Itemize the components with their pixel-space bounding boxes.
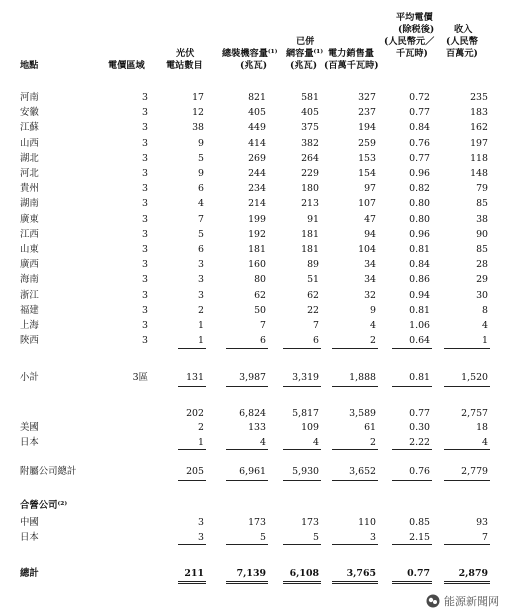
table-row-china-5-grid: 229 xyxy=(301,168,319,179)
table-row-china-5-region: 河北 xyxy=(20,168,39,179)
table-row-china-11-region: 廣西 xyxy=(20,259,39,271)
rule-subtotal-sales xyxy=(332,386,378,387)
table-row-china-7-area: 3 xyxy=(142,198,148,210)
table-row-china-1-rev: 183 xyxy=(470,107,488,119)
table-row-china-8-pv: 7 xyxy=(198,213,204,225)
table-row-china-10-area: 3 xyxy=(142,244,148,255)
table-row-overseas-1-pv: 1 xyxy=(198,437,204,448)
table-row-china-13-pv: 3 xyxy=(198,289,204,301)
table-row-jv-1-price: 2.15 xyxy=(409,532,430,543)
table-row-china-2-cap: 449 xyxy=(248,122,266,134)
table-row-china-2-sales: 194 xyxy=(358,122,376,134)
table-row-china-8-area: 3 xyxy=(142,213,148,225)
table-row-china-0-cap: 821 xyxy=(248,92,266,103)
header-revenue-line3: 百萬元) xyxy=(446,48,478,59)
table-row-grand-total-price: 0.77 xyxy=(407,568,430,579)
table-row-china-16-region: 陝西 xyxy=(20,335,39,347)
table-row-china-13-price: 0.94 xyxy=(409,289,430,301)
table-row-china-8-grid: 91 xyxy=(307,213,319,225)
rule-subsidiary-pv xyxy=(178,480,206,481)
table-row-overseas-1-grid: 4 xyxy=(313,437,319,448)
table-row-overseas-total-price: 0.77 xyxy=(409,408,430,419)
rule-subtotal-cap xyxy=(226,386,268,387)
table-row-subtotal-rev: 1,520 xyxy=(461,372,488,383)
table-row-china-9-rev: 90 xyxy=(476,228,488,240)
table-row-china-9-pv: 5 xyxy=(198,228,204,240)
table-row-china-2-pv: 38 xyxy=(192,122,204,134)
table-row-china-13-area: 3 xyxy=(142,289,148,301)
watermark xyxy=(426,593,499,609)
table-row-china-5-sales: 154 xyxy=(358,168,376,179)
table-row-jv-0-pv: 3 xyxy=(198,517,204,528)
header-price-line2: (除税後) xyxy=(398,24,435,35)
table-row-china-1-price: 0.77 xyxy=(409,107,430,119)
table-row-china-4-region: 湖北 xyxy=(20,152,39,164)
table-row-subsidiary-total-cap: 6,961 xyxy=(239,466,266,477)
table-row-overseas-1-rev: 4 xyxy=(482,437,488,448)
table-row-china-12-area: 3 xyxy=(142,274,148,286)
table-row-china-13-grid: 62 xyxy=(307,289,319,301)
table-row-china-15-area: 3 xyxy=(142,320,148,331)
table-row-china-11-sales: 34 xyxy=(364,259,376,271)
table-row-china-2-price: 0.84 xyxy=(409,122,430,134)
table-row-jv-1-cap: 5 xyxy=(260,532,266,543)
header-price-line1: 平均電價 xyxy=(396,12,433,23)
table-row-china-0-area: 3 xyxy=(142,92,148,103)
table-row-subtotal-grid: 3,319 xyxy=(292,372,319,383)
table-row-overseas-0-price: 0.30 xyxy=(409,422,430,433)
header-price-line4: 千瓦時) xyxy=(396,48,428,59)
table-row-overseas-total-pv: 202 xyxy=(186,408,204,419)
header-region: 地點 xyxy=(20,60,39,71)
table-row-china-16-pv: 1 xyxy=(198,335,204,347)
table-row-china-11-rev: 28 xyxy=(476,259,488,271)
table-row-china-16-grid: 6 xyxy=(313,335,319,347)
table-row-china-14-sales: 9 xyxy=(370,304,376,316)
table-row-china-10-grid: 181 xyxy=(301,244,319,255)
table-row-overseas-0-pv: 2 xyxy=(198,422,204,433)
table-row-china-15-grid: 7 xyxy=(313,320,319,331)
table-row-china-5-pv: 9 xyxy=(198,168,204,179)
table-row-china-11-grid: 89 xyxy=(307,259,319,271)
table-row-china-9-sales: 94 xyxy=(364,228,376,240)
table-row-overseas-0-cap: 133 xyxy=(248,422,266,433)
table-row-subtotal-pv: 131 xyxy=(186,372,204,383)
rule-china-price xyxy=(392,348,432,349)
table-row-china-9-price: 0.96 xyxy=(409,228,430,240)
table-row-china-6-region: 貴州 xyxy=(20,183,39,195)
table-row-jv-0-price: 0.85 xyxy=(409,517,430,528)
table-row-china-11-pv: 3 xyxy=(198,259,204,271)
table-row-china-13-cap: 62 xyxy=(254,289,266,301)
table-row-china-3-rev: 197 xyxy=(470,137,488,149)
table-row-china-2-area: 3 xyxy=(142,122,148,134)
table-row-china-13-region: 浙江 xyxy=(20,289,39,301)
table-row-overseas-total-cap: 6,824 xyxy=(239,408,266,419)
rule-subtotal-price xyxy=(392,386,432,387)
table-row-china-8-price: 0.80 xyxy=(409,213,430,225)
table-row-china-3-cap: 414 xyxy=(248,137,266,149)
table-row-china-3-region: 山西 xyxy=(20,137,39,149)
table-row-jv-1-pv: 3 xyxy=(198,532,204,543)
table-row-china-16-sales: 2 xyxy=(370,335,376,347)
rule-jv-pv xyxy=(178,544,206,545)
table-row-china-5-price: 0.96 xyxy=(409,168,430,179)
header-capacity-line2: (兆瓦) xyxy=(240,60,268,71)
rule-china-grid xyxy=(283,348,321,349)
table-row-china-0-price: 0.72 xyxy=(409,92,430,103)
table-row-china-3-pv: 9 xyxy=(198,137,204,149)
table-row-china-4-cap: 269 xyxy=(248,152,266,164)
rule-grand-total-grid xyxy=(283,581,321,584)
table-row-china-15-sales: 4 xyxy=(370,320,376,331)
table-row-china-7-pv: 4 xyxy=(198,198,204,210)
table-row-china-14-area: 3 xyxy=(142,304,148,316)
table-row-china-0-grid: 581 xyxy=(301,92,319,103)
rule-china-sales xyxy=(332,348,378,349)
table-row-china-14-region: 福建 xyxy=(20,304,39,316)
rule-subsidiary-sales xyxy=(332,480,378,481)
table-row-subsidiary-total-grid: 5,930 xyxy=(292,466,319,477)
table-row-china-3-area: 3 xyxy=(142,137,148,149)
table-row-china-4-pv: 5 xyxy=(198,152,204,164)
table-row-overseas-1-region: 日本 xyxy=(20,437,39,448)
table-row-overseas-0-region: 美國 xyxy=(20,422,39,433)
table-row-china-9-grid: 181 xyxy=(301,228,319,240)
table-row-subsidiary-total-sales: 3,652 xyxy=(349,466,376,477)
table-row-overseas-0-rev: 18 xyxy=(476,422,488,433)
table-row-china-1-area: 3 xyxy=(142,107,148,119)
rule-subtotal-rev xyxy=(444,386,490,387)
table-row-china-6-area: 3 xyxy=(142,183,148,195)
header-sales-line2: (百萬千瓦時) xyxy=(324,60,379,71)
table-row-china-8-region: 廣東 xyxy=(20,213,39,225)
table-row-china-2-region: 江蘇 xyxy=(20,122,39,134)
table-row-china-10-region: 山東 xyxy=(20,244,39,255)
table-row-grand-total-region: 總計 xyxy=(20,568,39,579)
table-row-china-6-cap: 234 xyxy=(248,183,266,195)
table-row-china-7-rev: 85 xyxy=(476,198,488,210)
table-row-grand-total-cap: 7,139 xyxy=(236,568,266,579)
table-row-china-11-area: 3 xyxy=(142,259,148,271)
table-row-china-11-cap: 160 xyxy=(248,259,266,271)
table-row-jv-0-region: 中國 xyxy=(20,517,39,528)
table-row-subtotal-cap: 3,987 xyxy=(239,372,266,383)
table-row-china-12-sales: 34 xyxy=(364,274,376,286)
table-row-china-4-area: 3 xyxy=(142,152,148,164)
table-row-china-10-pv: 6 xyxy=(198,244,204,255)
header-revenue-line2: (人民幣 xyxy=(446,36,478,47)
table-row-china-13-sales: 32 xyxy=(364,289,376,301)
table-row-china-10-price: 0.81 xyxy=(409,244,430,255)
table-row-china-7-price: 0.80 xyxy=(409,198,430,210)
rule-subtotal-grid xyxy=(283,386,321,387)
rule-subsidiary-price xyxy=(392,480,432,481)
table-row-grand-total-sales: 3,765 xyxy=(346,568,376,579)
table-row-china-3-grid: 382 xyxy=(301,137,319,149)
table-row-china-10-cap: 181 xyxy=(248,244,266,255)
table-row-subsidiary-total-pv: 205 xyxy=(186,466,204,477)
table-row-china-10-rev: 85 xyxy=(476,244,488,255)
table-row-subtotal-area: 3區 xyxy=(132,372,148,383)
table-row-overseas-1-cap: 4 xyxy=(260,437,266,448)
table-row-jv-0-cap: 173 xyxy=(248,517,266,528)
table-row-china-8-cap: 199 xyxy=(248,213,266,225)
table-row-china-6-pv: 6 xyxy=(198,183,204,195)
table-row-china-0-pv: 17 xyxy=(192,92,204,103)
header-grid-area: 電價區域 xyxy=(108,60,145,71)
table-row-china-0-rev: 235 xyxy=(470,92,488,103)
header-revenue-line1: 收入 xyxy=(454,24,473,35)
rule-grand-total-price xyxy=(392,581,432,584)
header-capacity-line1: 總裝機容量⁽¹⁾ xyxy=(222,48,278,59)
table-row-china-1-sales: 237 xyxy=(358,107,376,119)
table-row-china-15-price: 1.06 xyxy=(409,320,430,331)
table-row-overseas-total-grid: 5,817 xyxy=(292,408,319,419)
rule-subsidiary-cap xyxy=(226,480,268,481)
table-row-china-16-area: 3 xyxy=(142,335,148,347)
table-row-china-4-rev: 118 xyxy=(470,152,488,164)
table-row-china-5-cap: 244 xyxy=(248,168,266,179)
table-row-grand-total-pv: 211 xyxy=(184,568,204,579)
table-row-china-2-grid: 375 xyxy=(301,122,319,134)
table-row-china-7-region: 湖南 xyxy=(20,198,39,210)
table-row-china-4-price: 0.77 xyxy=(409,152,430,164)
table-row-china-1-region: 安徽 xyxy=(20,107,39,119)
rule-grand-total-pv xyxy=(178,581,206,584)
rule-subsidiary-grid xyxy=(283,480,321,481)
table-row-overseas-1-sales: 2 xyxy=(370,437,376,448)
table-row-jv-1-rev: 7 xyxy=(482,532,488,543)
rule-overseas-sales xyxy=(332,449,378,450)
table-row-china-14-price: 0.81 xyxy=(409,304,430,316)
table-row-overseas-1-price: 2.22 xyxy=(409,437,430,448)
rule-overseas-cap xyxy=(226,449,268,450)
table-row-subsidiary-total-rev: 2,779 xyxy=(461,466,488,477)
watermark-text: 能源新聞网 xyxy=(444,595,499,608)
table-row-china-9-cap: 192 xyxy=(248,228,266,240)
table-row-overseas-0-grid: 109 xyxy=(301,422,319,433)
rule-overseas-price xyxy=(392,449,432,450)
rule-jv-rev xyxy=(444,544,490,545)
table-row-china-1-grid: 405 xyxy=(301,107,319,119)
jv-heading: 合營公司⁽²⁾ xyxy=(20,500,68,511)
rule-grand-total-rev xyxy=(444,581,490,584)
table-row-china-14-grid: 22 xyxy=(307,304,319,316)
table-row-overseas-total-rev: 2,757 xyxy=(461,408,488,419)
header-sales-line1: 電力銷售量 xyxy=(328,48,374,59)
table-row-subsidiary-total-region: 附屬公司總計 xyxy=(20,466,77,477)
table-row-subtotal-sales: 1,888 xyxy=(349,372,376,383)
table-row-overseas-total-sales: 3,589 xyxy=(349,408,376,419)
rule-china-rev xyxy=(444,348,490,349)
table-row-jv-1-region: 日本 xyxy=(20,532,39,543)
table-row-jv-0-sales: 110 xyxy=(358,517,376,528)
table-row-china-7-cap: 214 xyxy=(248,198,266,210)
table-row-china-12-cap: 80 xyxy=(254,274,266,286)
table-row-china-0-sales: 327 xyxy=(358,92,376,103)
table-row-china-6-grid: 180 xyxy=(301,183,319,195)
table-row-china-12-grid: 51 xyxy=(307,274,319,286)
header-grid-cap-line2: 網容量⁽¹⁾ xyxy=(286,48,324,59)
table-row-china-4-grid: 264 xyxy=(301,152,319,164)
rule-jv-cap xyxy=(226,544,268,545)
rule-grand-total-cap xyxy=(226,581,268,584)
table-row-china-2-rev: 162 xyxy=(470,122,488,134)
table-row-china-5-area: 3 xyxy=(142,168,148,179)
rule-grand-total-sales xyxy=(332,581,378,584)
table-row-china-3-sales: 259 xyxy=(358,137,376,149)
table-row-china-1-pv: 12 xyxy=(192,107,204,119)
table-row-china-10-sales: 104 xyxy=(358,244,376,255)
table-row-china-6-sales: 97 xyxy=(364,183,376,195)
rule-overseas-pv xyxy=(178,449,206,450)
header-price-line3: (人民幣元／ xyxy=(384,36,435,47)
table-row-china-12-pv: 3 xyxy=(198,274,204,286)
table-row-jv-0-grid: 173 xyxy=(301,517,319,528)
rule-jv-sales xyxy=(332,544,378,545)
table-row-china-14-rev: 8 xyxy=(482,304,488,316)
header-grid-cap-line3: (兆瓦) xyxy=(290,60,318,71)
table-row-china-5-rev: 148 xyxy=(470,168,488,179)
table-row-china-16-cap: 6 xyxy=(260,335,266,347)
table-row-china-14-cap: 50 xyxy=(254,304,266,316)
wechat-icon xyxy=(426,594,440,608)
table-row-grand-total-rev: 2,879 xyxy=(458,568,488,579)
table-row-china-1-cap: 405 xyxy=(248,107,266,119)
table-row-subtotal-price: 0.81 xyxy=(409,372,430,383)
rule-china-cap xyxy=(226,348,268,349)
header-grid-cap-line1: 已併 xyxy=(296,36,315,47)
rule-subsidiary-rev xyxy=(444,480,490,481)
rule-jv-price xyxy=(392,544,432,545)
table-row-china-15-region: 上海 xyxy=(20,320,39,331)
table-row-china-6-rev: 79 xyxy=(476,183,488,195)
rule-overseas-grid xyxy=(283,449,321,450)
table-row-china-14-pv: 2 xyxy=(198,304,204,316)
table-row-china-12-rev: 29 xyxy=(476,274,488,286)
rule-subtotal-pv xyxy=(178,386,206,387)
table-row-china-0-region: 河南 xyxy=(20,92,39,103)
table-row-jv-1-sales: 3 xyxy=(370,532,376,543)
table-row-china-13-rev: 30 xyxy=(476,289,488,301)
table-row-china-7-sales: 107 xyxy=(358,198,376,210)
table-row-subsidiary-total-price: 0.76 xyxy=(409,466,430,477)
table-row-china-16-price: 0.64 xyxy=(409,335,430,347)
table-row-china-12-price: 0.86 xyxy=(409,274,430,286)
table-row-grand-total-grid: 6,108 xyxy=(289,568,319,579)
table-row-china-15-rev: 4 xyxy=(482,320,488,331)
table-row-china-12-region: 海南 xyxy=(20,274,39,286)
table-row-china-16-rev: 1 xyxy=(482,335,488,347)
rule-jv-grid xyxy=(283,544,321,545)
table-row-china-15-pv: 1 xyxy=(198,320,204,331)
rule-overseas-rev xyxy=(444,449,490,450)
table-row-china-9-area: 3 xyxy=(142,228,148,240)
table-row-jv-0-rev: 93 xyxy=(476,517,488,528)
table-row-china-15-cap: 7 xyxy=(260,320,266,331)
table-row-china-3-price: 0.76 xyxy=(409,137,430,149)
table-row-jv-1-grid: 5 xyxy=(313,532,319,543)
rule-china-pv xyxy=(178,348,206,349)
header-pv-count-line2: 電站數目 xyxy=(166,60,203,71)
table-row-china-11-price: 0.84 xyxy=(409,259,430,271)
table-row-overseas-0-sales: 61 xyxy=(364,422,376,433)
table-row-china-9-region: 江西 xyxy=(20,228,39,240)
table-row-china-8-sales: 47 xyxy=(364,213,376,225)
table-row-china-7-grid: 213 xyxy=(301,198,319,210)
table-row-china-6-price: 0.82 xyxy=(409,183,430,195)
table-row-china-4-sales: 153 xyxy=(358,152,376,164)
header-pv-count-line1: 光伏 xyxy=(176,48,195,59)
table-row-subtotal-region: 小計 xyxy=(20,372,39,383)
table-row-china-8-rev: 38 xyxy=(476,213,488,225)
